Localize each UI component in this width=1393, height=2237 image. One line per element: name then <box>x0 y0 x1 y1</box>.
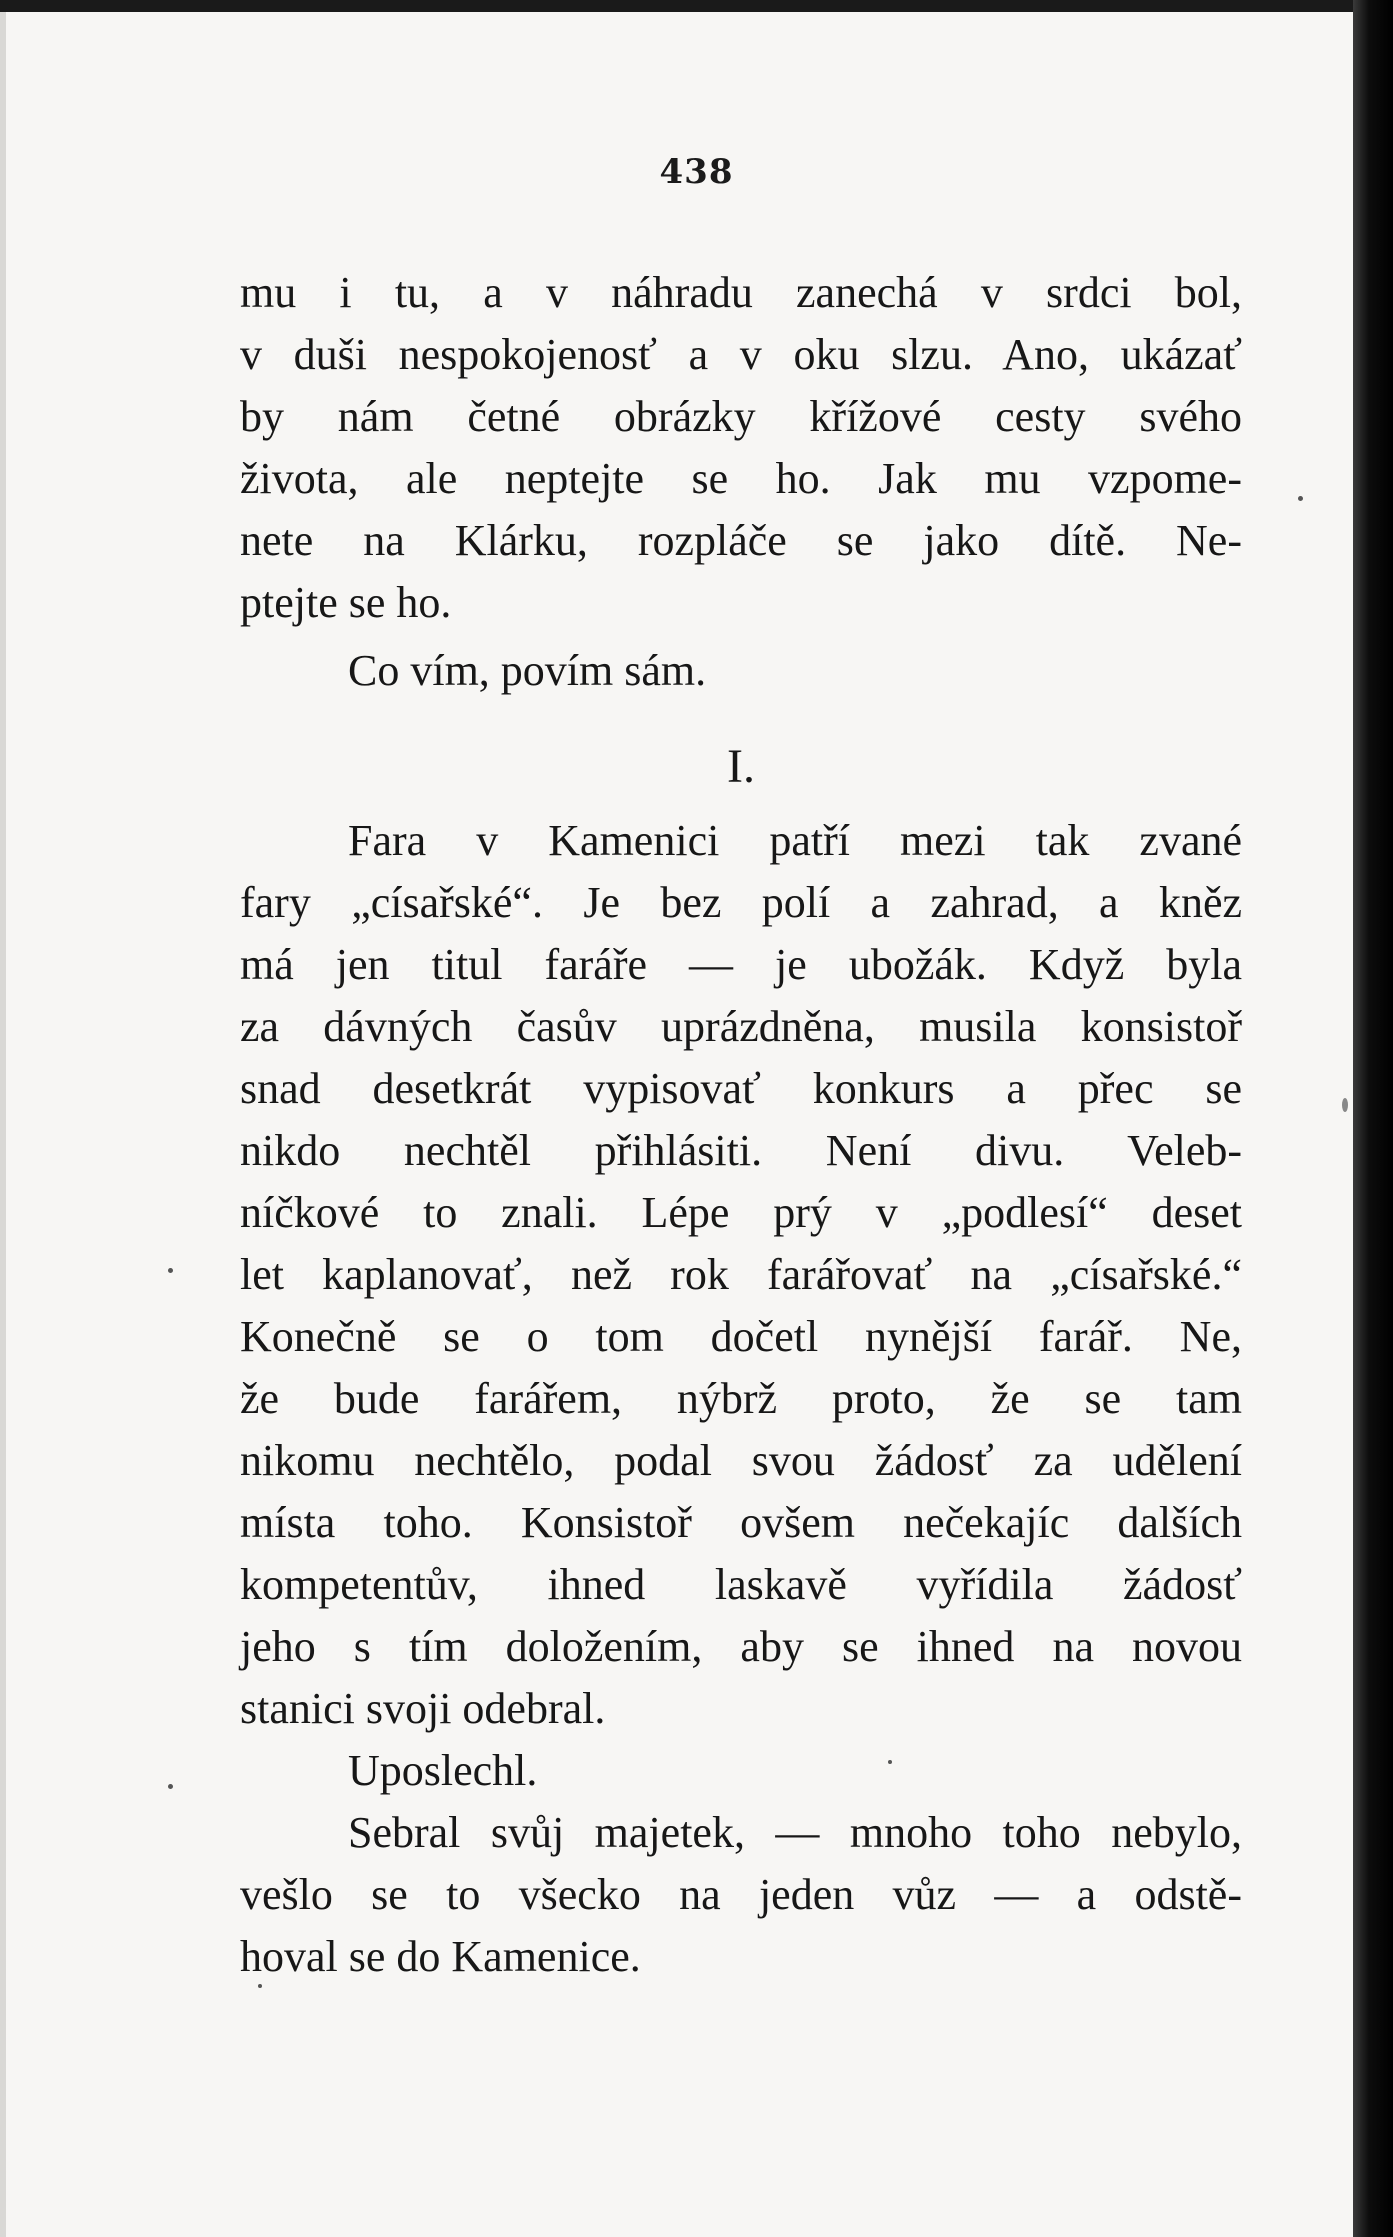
text-line: Fara v Kamenici patří mezi tak zvané <box>348 816 1242 865</box>
text-line: za dávných časův uprázdněna, musila konsistoř <box>240 1002 1242 1051</box>
scan-speck <box>168 1784 173 1789</box>
text-line: vešlo se to všecko na jeden vůz — a odstě- <box>240 1870 1242 1919</box>
text-line: níčkové to znali. Lépe prý v „podlesí“ deset <box>240 1188 1242 1237</box>
text-line: Co vím, povím sám. <box>348 646 707 695</box>
body-text <box>240 262 1242 1982</box>
text-line: snad desetkrát vypisovať konkurs a přec se <box>240 1064 1242 1113</box>
text-line: let kaplanovať, než rok farářovať na „císařské.“ <box>240 1250 1242 1299</box>
text-line: v duši nespokojenosť a v oku slzu. Ano, ukázať <box>240 330 1242 379</box>
scan-top-border <box>0 0 1393 12</box>
text-line: mu i tu, a v náhradu zanechá v srdci bol, <box>240 268 1242 317</box>
text-line: stanici svoji odebral. <box>240 1684 606 1733</box>
text-line: života, ale neptejte se ho. Jak mu vzpome- <box>240 454 1242 503</box>
scan-speck <box>258 1984 262 1988</box>
page-number: 438 <box>659 152 734 192</box>
text-line: kompetentův, ihned laskavě vyřídila žádosť <box>240 1560 1242 1609</box>
text-line: Konečně se o tom dočetl nynější farář. Ne, <box>240 1312 1242 1361</box>
scan-speck <box>1298 496 1303 501</box>
text-line: má jen titul faráře — je ubožák. Když byla <box>240 940 1242 989</box>
scan-left-edge <box>0 0 6 2237</box>
text-line: místa toho. Konsistoř ovšem nečekajíc dalších <box>240 1498 1242 1547</box>
text-line: nete na Klárku, rozpláče se jako dítě. Ne- <box>240 516 1242 565</box>
text-line: Sebral svůj majetek, — mnoho toho nebylo, <box>348 1808 1242 1857</box>
text-line: by nám četné obrázky křížové cesty svého <box>240 392 1242 441</box>
text-line: ptejte se ho. <box>240 578 452 627</box>
text-line: jeho s tím doložením, aby se ihned na novou <box>240 1622 1242 1671</box>
text-line: fary „císařské“. Je bez polí a zahrad, a kněz <box>240 878 1242 927</box>
text-line: nikdo nechtěl přihlásiti. Není divu. Veleb- <box>240 1126 1242 1175</box>
scan-speck <box>888 1760 892 1764</box>
text-line: že bude farářem, nýbrž proto, že se tam <box>240 1374 1242 1423</box>
section-heading: I. <box>727 740 755 793</box>
text-line: Uposlechl. <box>348 1746 538 1795</box>
text-line: nikomu nechtělo, podal svou žádosť za udělení <box>240 1436 1242 1485</box>
scan-right-border <box>1353 0 1393 2237</box>
text-line: hoval se do Kamenice. <box>240 1932 641 1981</box>
scan-speck <box>1342 1098 1348 1112</box>
scan-speck <box>168 1268 173 1273</box>
